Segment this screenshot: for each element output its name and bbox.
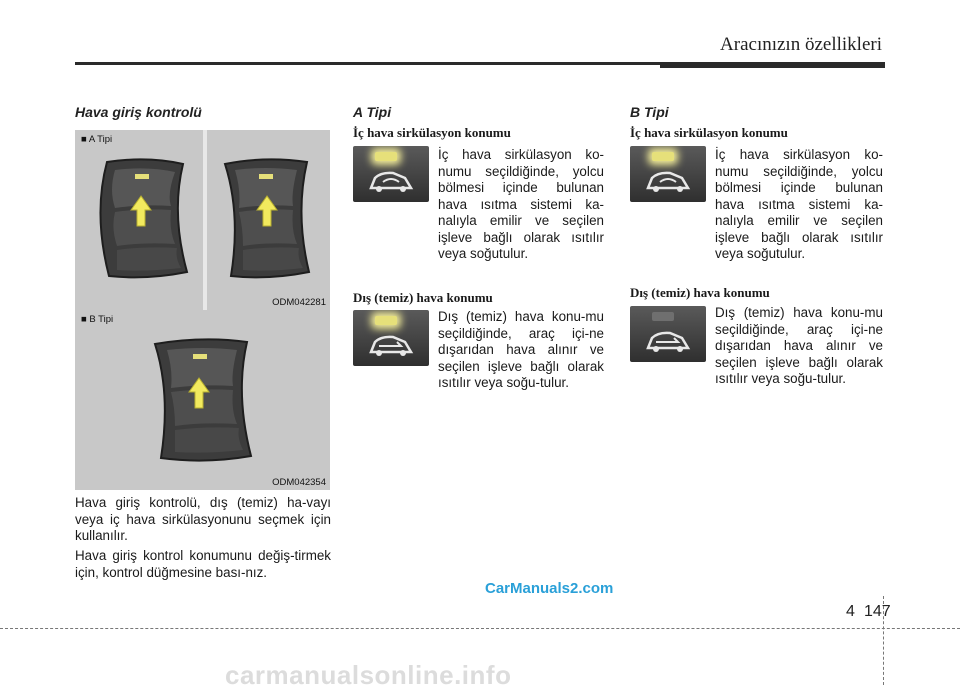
- figure-a-code: ODM042281: [272, 297, 326, 308]
- indicator-led-on: [652, 152, 674, 161]
- figure-type-a: [75, 130, 330, 310]
- fresh-button-image-b: [630, 306, 706, 362]
- paragraph-intro: Hava giriş kontrolü, dış (temiz) ha-vayı veya iç hava sirkülasyonunu seçmek için kullanılır.: [75, 495, 331, 543]
- type-a-fresh-title: Dış (temiz) hava konumu: [353, 290, 493, 305]
- recirculation-car-icon: [644, 168, 692, 194]
- heading-air-intake: Hava giriş kontrolü: [75, 104, 202, 120]
- figure-b-label: ■ B Tipi: [81, 314, 114, 325]
- chapter-number: 4: [846, 603, 855, 620]
- type-b-fresh-title: Dış (temiz) hava konumu: [630, 285, 770, 300]
- figure-type-b: [75, 310, 330, 490]
- control-panel-b: [143, 334, 263, 464]
- recirculation-car-icon: [367, 168, 415, 194]
- heading-type-b: B Tipi: [630, 104, 669, 120]
- type-b-recirc-title: İç hava sirkülasyon konumu: [630, 125, 788, 140]
- indicator-led-on: [375, 316, 397, 325]
- figure-a-label: ■ A Tipi: [81, 134, 113, 145]
- footer-rule: [0, 628, 960, 629]
- type-b-fresh-text: Dış (temiz) hava konu-mu seçildiğinde, araç içi-ne dışarıdan hava alınır ve seçilen işleve bağlı olarak ısıtılır veya soğu-tulur.: [715, 305, 883, 386]
- figure-b-code: ODM042354: [272, 477, 326, 488]
- fresh-air-car-icon: [367, 332, 415, 358]
- indicator-led-off: [652, 312, 674, 321]
- type-a-recirc-text: İç hava sirkülasyon ko-numu seçildiğinde, yolcu bölmesi içinde bulunan hava ısıtma sistemi ka-nalıyla emilir ve seçilen işleve bağlı olarak ısıtılır veya soğutulur.: [438, 147, 604, 261]
- paragraph-instruction: Hava giriş kontrol konumunu değiş-tirmek için, kontrol düğmesine bası-nız.: [75, 548, 331, 580]
- fresh-air-car-icon: [644, 328, 692, 354]
- type-b-recirc-text: İç hava sirkülasyon ko-numu seçildiğinde, yolcu bölmesi içinde bulunan hava ısıtma sistemi ka-nalıyla emilir ve seçilen işleve bağlı olarak ısıtılır veya soğutulur.: [715, 147, 883, 261]
- watermark-carmanuals2[interactable]: CarManuals2.com: [485, 580, 614, 597]
- header-rule-accent: [660, 62, 885, 68]
- page-number: 147: [864, 603, 891, 620]
- control-panel-a-right: [215, 154, 323, 282]
- control-panel-a-left: [87, 154, 199, 282]
- indicator-led-on: [375, 152, 397, 161]
- figure-divider: [203, 130, 207, 310]
- recirc-button-image-b: [630, 146, 706, 202]
- type-a-fresh-text: Dış (temiz) hava konu-mu seçildiğinde, araç içi-ne dışarıdan hava alınır ve seçilen işleve bağlı olarak ısıtılır veya soğu-tulur.: [438, 309, 604, 390]
- heading-type-a: A Tipi: [353, 104, 392, 120]
- fresh-button-image-a: [353, 310, 429, 366]
- watermark-carmanualsonline: carmanualsonline.info: [225, 660, 512, 690]
- recirc-button-image-a: [353, 146, 429, 202]
- section-title: Aracınızın özellikleri: [720, 34, 882, 55]
- type-a-recirc-title: İç hava sirkülasyon konumu: [353, 125, 511, 140]
